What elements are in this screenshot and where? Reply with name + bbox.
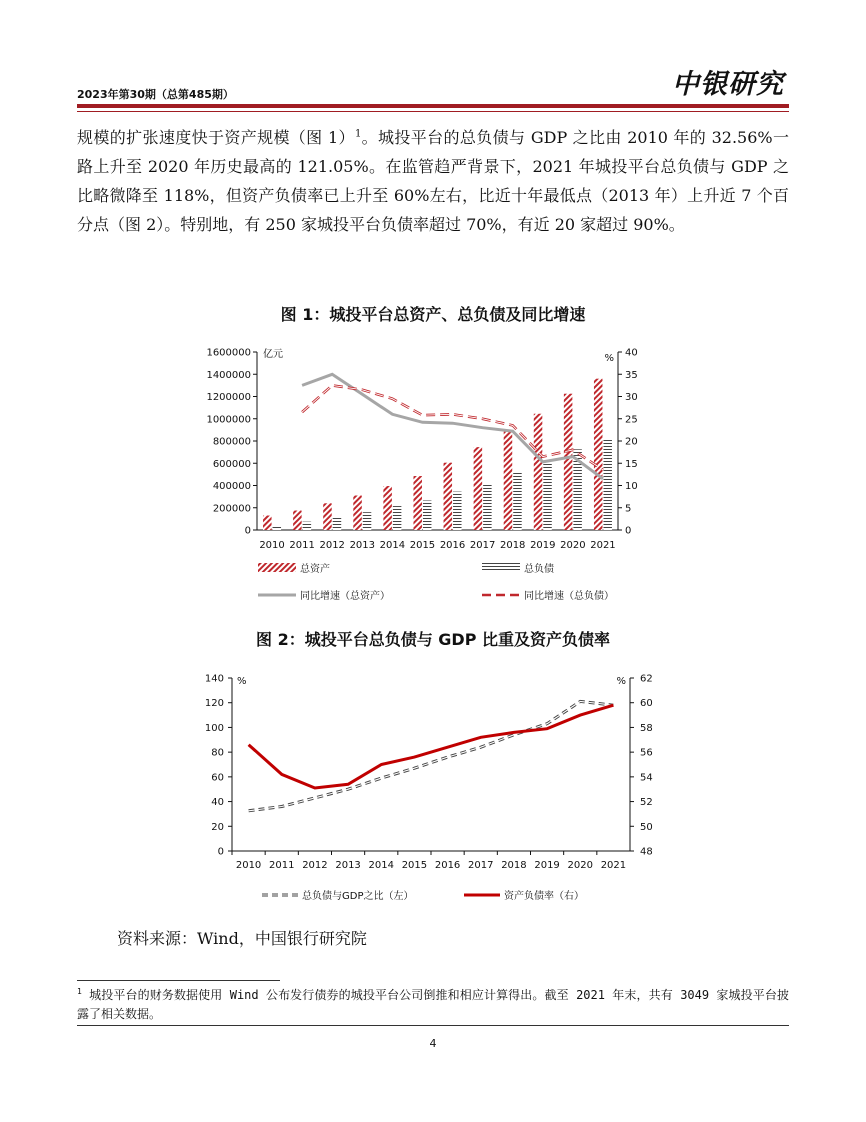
footnote-mark: 1 bbox=[77, 987, 82, 996]
bar-total-assets bbox=[534, 414, 543, 530]
legend-swatch-assets bbox=[258, 563, 296, 572]
legend-swatch-debt bbox=[482, 563, 520, 572]
bar-total-assets bbox=[474, 447, 483, 530]
y-right-unit: % bbox=[604, 353, 614, 364]
header-rule-thin bbox=[77, 111, 789, 112]
x-tick-label: 2019 bbox=[534, 860, 560, 871]
bar-total-debt bbox=[513, 473, 522, 530]
x-tick-label: 2012 bbox=[319, 540, 345, 551]
y-left-tick-label: 40 bbox=[211, 797, 224, 809]
bar-total-debt bbox=[273, 525, 282, 530]
footnote-text: 城投平台的财务数据使用 Wind 公布发行债券的城投平台公司倒推和相应计算得出。截至 2021 年末，共有 3049 家城投平台披露了相关数据。 bbox=[77, 988, 789, 1021]
x-tick-label: 2015 bbox=[401, 860, 428, 871]
line-growth-assets bbox=[302, 374, 603, 479]
footer-rule bbox=[77, 1025, 789, 1026]
x-tick-label: 2011 bbox=[269, 860, 295, 871]
y-right-tick-label: 50 bbox=[640, 821, 653, 833]
bar-total-assets bbox=[504, 432, 513, 530]
bar-total-debt bbox=[543, 462, 552, 530]
bar-total-assets bbox=[594, 379, 603, 530]
bar-total-assets bbox=[293, 511, 302, 530]
figure1-chart bbox=[190, 338, 680, 610]
bar-total-debt bbox=[603, 440, 612, 530]
y-left-tick-label: 120 bbox=[204, 698, 224, 710]
y-right-tick-label: 58 bbox=[640, 722, 653, 734]
bar-total-debt bbox=[423, 501, 432, 530]
x-tick-label: 2015 bbox=[409, 540, 436, 551]
legend-label-growth-debt: 同比增速（总负债） bbox=[524, 591, 614, 602]
header-rule bbox=[77, 104, 789, 108]
footnote bbox=[77, 986, 789, 1024]
figure1-title: 图 1：城投平台总资产、总负债及同比增速 bbox=[280, 305, 586, 324]
y-right-tick-label: 5 bbox=[625, 503, 632, 515]
x-tick-label: 2014 bbox=[368, 860, 394, 871]
y-left-tick-label: 1600000 bbox=[206, 347, 251, 359]
x-tick-label: 2013 bbox=[349, 540, 376, 551]
legend-label-assets: 总资产 bbox=[300, 564, 330, 575]
x-tick-label: 2016 bbox=[434, 860, 461, 871]
figure2-title: 图 2：城投平台总负债与 GDP 比重及资产负债率 bbox=[256, 630, 610, 649]
x-tick-label: 2018 bbox=[501, 860, 527, 871]
y-right-tick-label: 30 bbox=[625, 392, 638, 403]
source-note: 资料来源：Wind，中国银行研究院 bbox=[117, 929, 367, 948]
y-left-tick-label: 600000 bbox=[212, 458, 251, 470]
y-left-tick-label: 20 bbox=[211, 821, 224, 833]
y-right-tick-label: 52 bbox=[640, 797, 653, 809]
x-tick-label: 2017 bbox=[469, 540, 496, 551]
bar-total-assets bbox=[413, 476, 422, 530]
y-right-unit: % bbox=[616, 676, 626, 687]
legend-label-asset-liability: 资产负债率（右） bbox=[504, 891, 584, 902]
bar-total-assets bbox=[444, 463, 453, 530]
paragraph-text-b: 。城投平台的总负债与 GDP 之比由 2010 年的 32.56%一路上升至 2020 年历史最高的 121.05%。在监管趋严背景下，2021 年城投平台总负债与 GDP 之比略微降至 118%，但资产负债率已上升至 60%左右，比近十年最低点（2013 年）上升近 7 个百分点（图 2）。特别地，有 250 家城投平台负债率超过 70%，有近 20 家超过 90%。 bbox=[77, 128, 789, 234]
footnote-ref[interactable]: 1 bbox=[354, 128, 362, 140]
bar-total-assets bbox=[353, 496, 362, 530]
y-left-tick-label: 1200000 bbox=[206, 392, 251, 403]
x-tick-label: 2019 bbox=[530, 540, 556, 551]
line-debt-to-gdp-inner bbox=[249, 701, 614, 810]
line-growth-debt-outer bbox=[302, 385, 603, 470]
y-left-unit: % bbox=[237, 676, 247, 687]
issue-label: 2023年第30期（总第485期） bbox=[77, 88, 234, 101]
y-right-tick-label: 60 bbox=[640, 698, 653, 710]
y-left-tick-label: 800000 bbox=[212, 436, 251, 448]
figure2-chart bbox=[190, 668, 680, 912]
x-tick-label: 2011 bbox=[289, 540, 315, 551]
y-left-tick-label: 0 bbox=[244, 525, 251, 537]
bar-total-debt bbox=[363, 512, 372, 530]
page-number: 4 bbox=[429, 1037, 437, 1050]
y-right-tick-label: 0 bbox=[625, 525, 632, 537]
y-left-tick-label: 140 bbox=[204, 673, 224, 685]
y-left-tick-label: 60 bbox=[211, 772, 224, 784]
x-tick-label: 2013 bbox=[335, 860, 361, 871]
y-left-tick-label: 0 bbox=[217, 846, 224, 858]
y-right-tick-label: 15 bbox=[625, 458, 638, 470]
body-paragraph bbox=[77, 123, 789, 239]
line-growth-debt-inner bbox=[302, 385, 603, 470]
x-tick-label: 2012 bbox=[302, 860, 328, 871]
y-left-unit: 亿元 bbox=[263, 349, 283, 360]
y-left-tick-label: 200000 bbox=[212, 503, 251, 515]
x-tick-label: 2021 bbox=[600, 860, 627, 871]
x-tick-label: 2020 bbox=[560, 540, 586, 551]
y-right-tick-label: 40 bbox=[625, 347, 638, 359]
x-tick-label: 2020 bbox=[567, 860, 593, 871]
bar-total-debt bbox=[303, 522, 312, 530]
bar-total-debt bbox=[483, 483, 492, 530]
legend-label-growth-assets: 同比增速（总资产） bbox=[300, 591, 390, 602]
brand-logo: 中银研究 bbox=[672, 69, 784, 100]
y-left-tick-label: 1000000 bbox=[206, 414, 251, 426]
bar-total-assets bbox=[383, 486, 392, 530]
x-tick-label: 2014 bbox=[379, 540, 406, 551]
y-right-tick-label: 25 bbox=[625, 414, 638, 426]
x-tick-label: 2021 bbox=[590, 540, 616, 551]
y-left-tick-label: 80 bbox=[211, 747, 224, 759]
legend-label-debt: 总负债 bbox=[524, 564, 554, 575]
bar-total-assets bbox=[323, 503, 332, 530]
line-debt-to-gdp-outer bbox=[249, 701, 614, 810]
y-right-tick-label: 62 bbox=[640, 673, 653, 685]
bar-total-debt bbox=[393, 506, 402, 530]
bar-total-assets bbox=[564, 394, 573, 530]
y-right-tick-label: 20 bbox=[625, 436, 638, 448]
y-right-tick-label: 35 bbox=[625, 369, 638, 381]
bar-total-assets bbox=[263, 516, 272, 530]
bar-total-debt bbox=[453, 492, 462, 530]
y-left-tick-label: 400000 bbox=[212, 481, 251, 492]
y-left-tick-label: 1400000 bbox=[206, 369, 251, 381]
x-tick-label: 2017 bbox=[468, 860, 494, 871]
x-tick-label: 2010 bbox=[235, 860, 262, 871]
y-left-tick-label: 100 bbox=[204, 722, 224, 734]
y-right-tick-label: 10 bbox=[625, 481, 638, 492]
x-tick-label: 2010 bbox=[259, 540, 285, 551]
footnote-rule bbox=[77, 980, 280, 981]
y-right-tick-label: 48 bbox=[640, 846, 653, 858]
bar-total-debt bbox=[333, 517, 342, 530]
y-right-tick-label: 56 bbox=[640, 747, 653, 759]
x-tick-label: 2018 bbox=[499, 540, 526, 551]
paragraph-text-a: 规模的扩张速度快于资产规模（图 1） bbox=[77, 128, 355, 147]
legend-label-debt-to-gdp: 总负债与GDP之比（左） bbox=[302, 891, 414, 902]
x-tick-label: 2016 bbox=[439, 540, 466, 551]
y-right-tick-label: 54 bbox=[640, 772, 653, 784]
